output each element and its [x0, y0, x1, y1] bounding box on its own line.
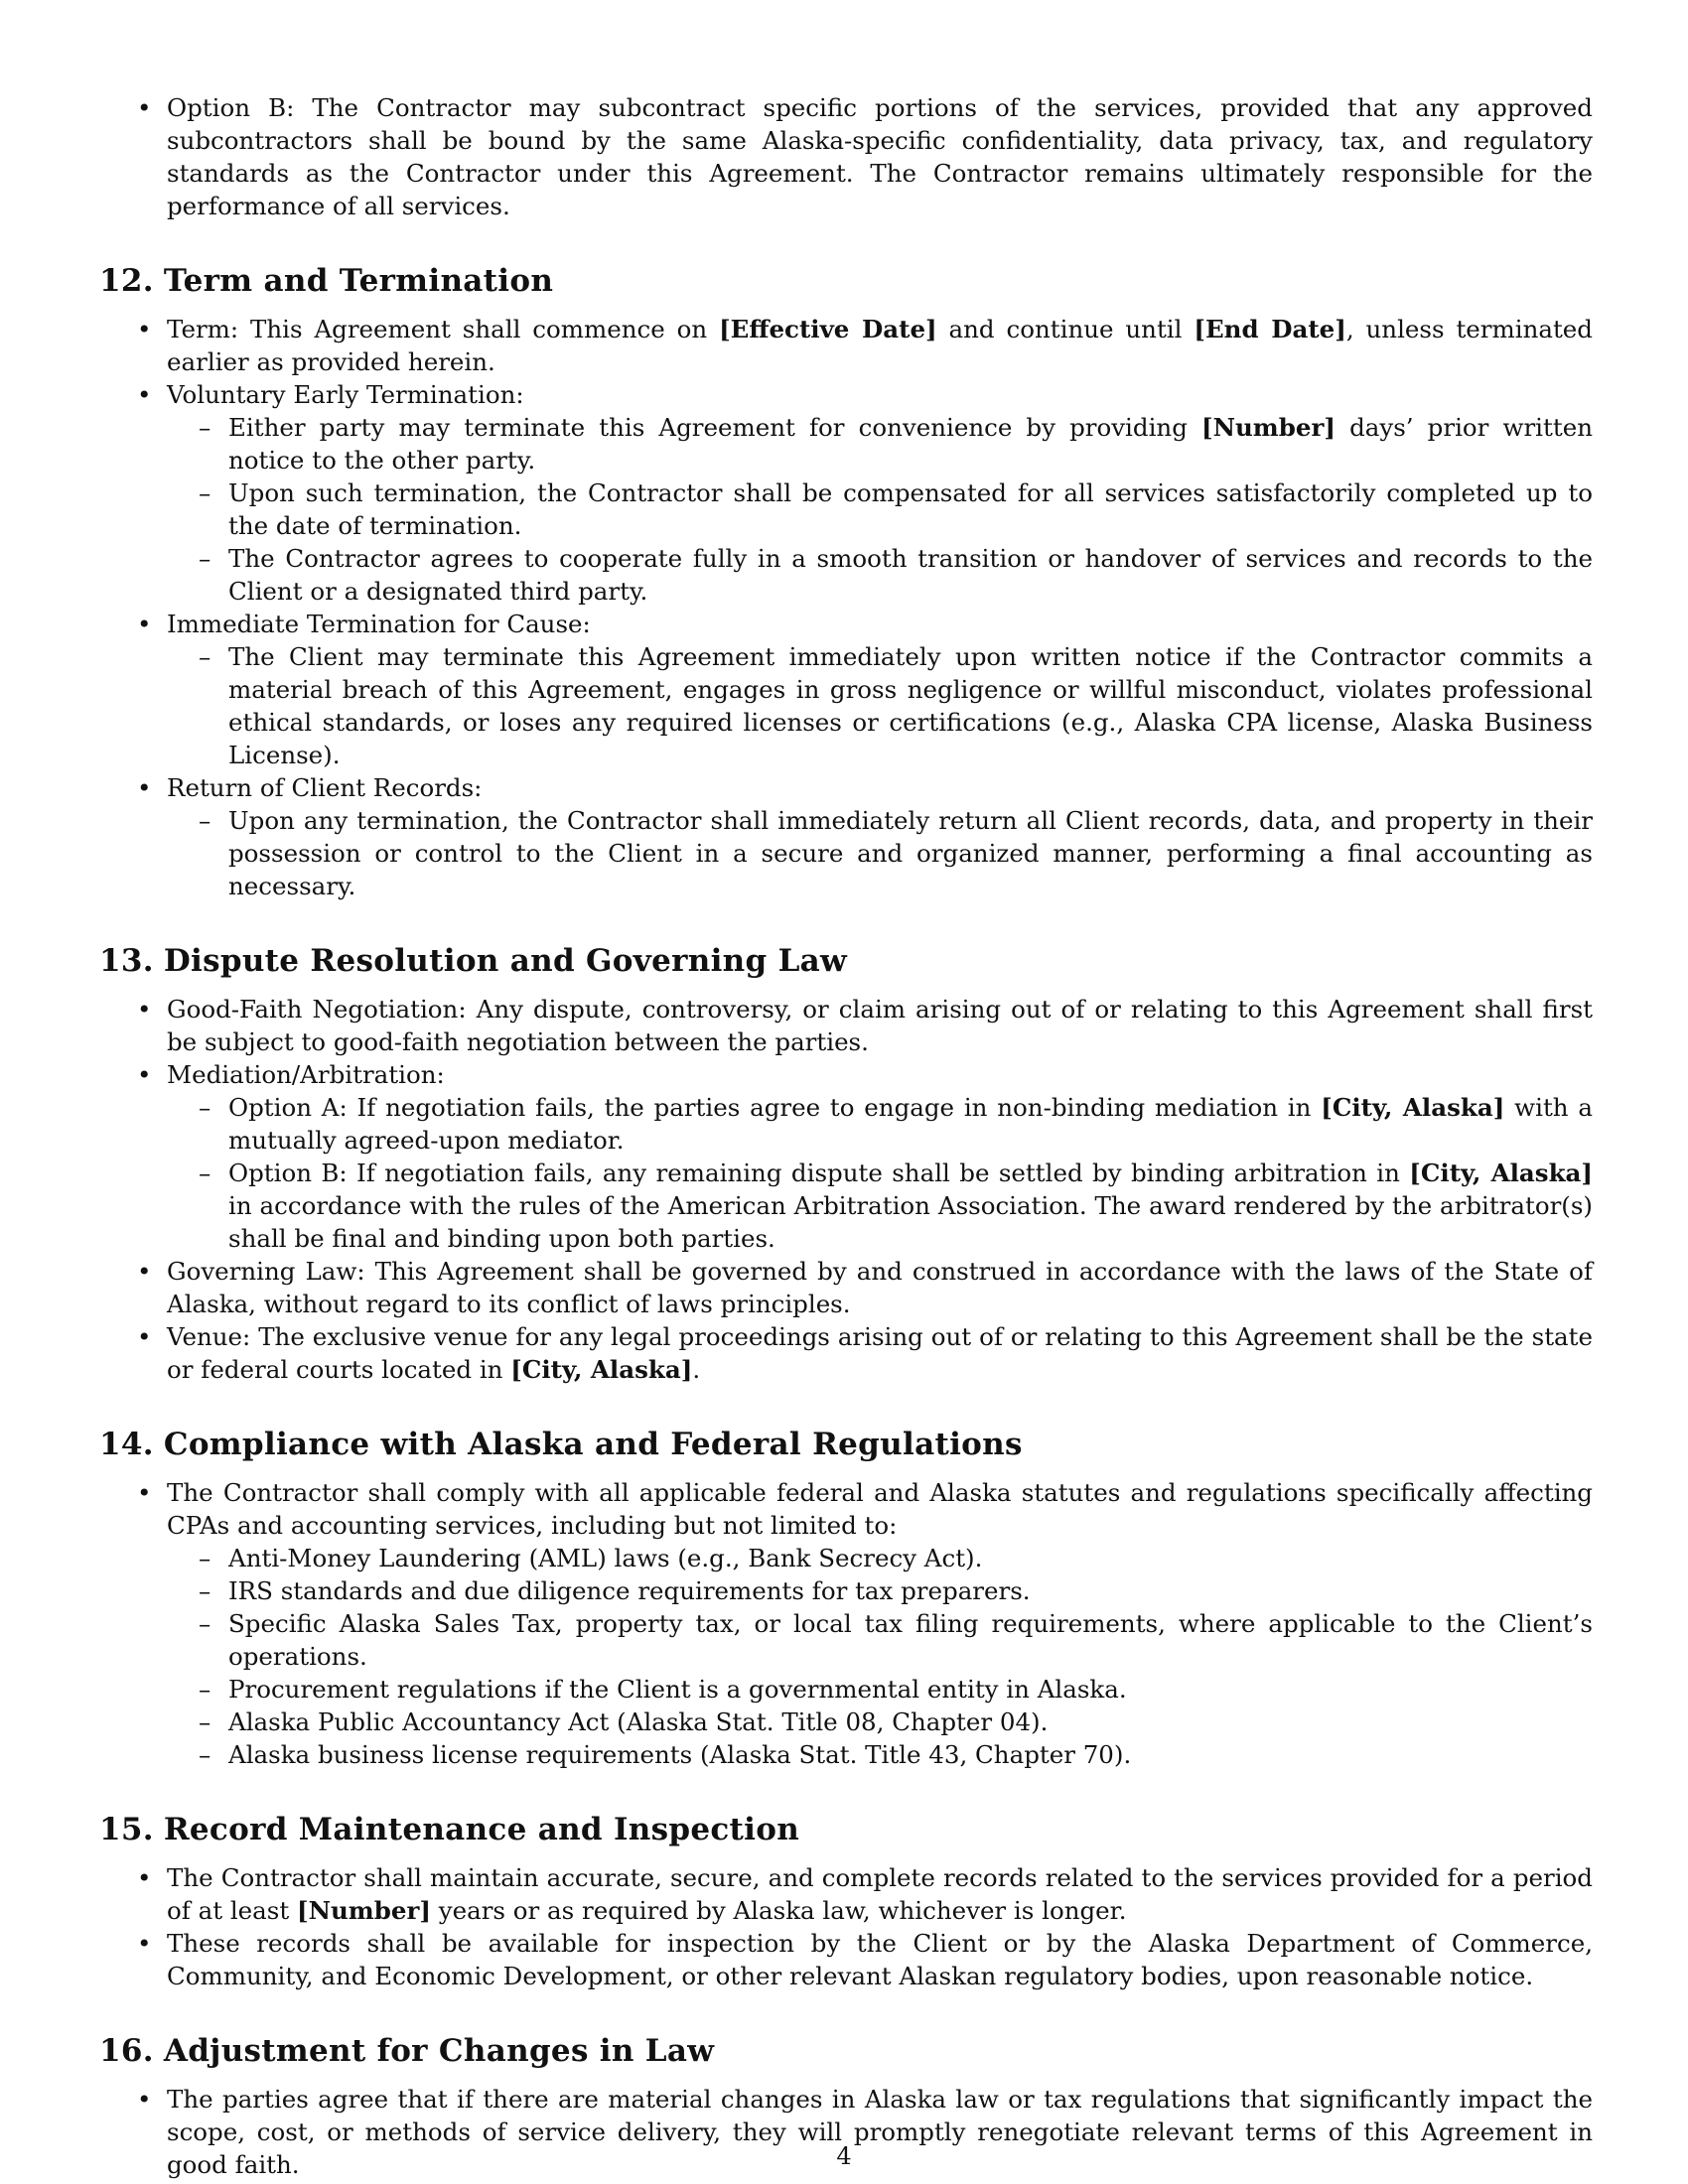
- section-16-heading: 16. Adjustment for Changes in Law: [99, 2033, 715, 2069]
- sublist-item: – Option B: If negotiation fails, any remaining dispute shall be settled by binding arbitration in [City, Alaska] in accordance with the rules of the American Arbitration Association. The award rendered by the arbitrator(s) shall be final and binding upon both parties.: [167, 1157, 1593, 1255]
- sublist: [167, 804, 1593, 902]
- list-item: • These records shall be available for inspection by the Client or by the Alaska Department of Commerce, Community, and Economic Development, or other relevant Alaskan regulatory bodies, upon reasonable notice.: [99, 1927, 1593, 1992]
- sublist: [167, 1091, 1593, 1255]
- list-item: • Immediate Termination for Cause: – The Client may terminate this Agreement immediately upon written notice if the Contractor commits a material breach of this Agreement, engages in gross negligence or willful misconduct, violates professional ethical standards, or loses any required licenses or certifications (e.g., Alaska CPA license, Alaska Business License).: [99, 608, 1593, 771]
- sublist-item: – Anti-Money Laundering (AML) laws (e.g., Bank Secrecy Act).: [167, 1542, 1593, 1574]
- list-item: • The Contractor shall maintain accurate, secure, and complete records related to the services provided for a period of at least [Number] years or as required by Alaska law, whichever is longer.: [99, 1861, 1593, 1927]
- sublist: [167, 640, 1593, 771]
- placeholder-number: [Number]: [297, 1896, 431, 1925]
- sublist-item: – Specific Alaska Sales Tax, property tax, or local tax filing requirements, where applicable to the Client’s operations.: [167, 1607, 1593, 1673]
- section-12-heading: 12. Term and Termination: [99, 263, 554, 299]
- sublist-item: – Either party may terminate this Agreement for convenience by providing [Number] days’ prior written notice to the other party.: [167, 411, 1593, 477]
- section-14-heading: 14. Compliance with Alaska and Federal Regulations: [99, 1427, 1023, 1462]
- sublist-item: – IRS standards and due diligence requirements for tax preparers.: [167, 1574, 1593, 1607]
- sublist-item: – Procurement regulations if the Client is a governmental entity in Alaska.: [167, 1673, 1593, 1706]
- list-item: • Voluntary Early Termination: – Either party may terminate this Agreement for convenience by providing [Number] days’ prior written notice to the other party. – Upon such termination, the Contractor shall be compensated for all services satisfactorily completed up to the date of termination. – The Contractor agrees to cooperate fully in a smooth transition or handover of services and records to the Client or a designated third party.: [99, 378, 1593, 608]
- section-13-heading: 13. Dispute Resolution and Governing Law: [99, 943, 848, 979]
- list-item: • Return of Client Records: – Upon any termination, the Contractor shall immediately return all Client records, data, and property in their possession or control to the Client in a secure and organized manner, performing a final accounting as necessary.: [99, 771, 1593, 902]
- placeholder-city: [City, Alaska]: [510, 1355, 693, 1384]
- placeholder-city: [City, Alaska]: [1321, 1093, 1505, 1122]
- section-14-list: [99, 1476, 1593, 1771]
- list-item: • Term: This Agreement shall commence on [Effective Date] and continue until [End Date], unless terminated earlier as provided herein.: [99, 313, 1593, 378]
- sublist-item: – Upon such termination, the Contractor shall be compensated for all services satisfactorily completed up to the date of termination.: [167, 477, 1593, 542]
- intro-list: [99, 91, 1593, 222]
- placeholder-city: [City, Alaska]: [1409, 1159, 1594, 1187]
- sublist-item: – The Client may terminate this Agreement immediately upon written notice if the Contractor commits a material breach of this Agreement, engages in gross negligence or willful misconduct, violates professional ethical standards, or loses any required licenses or certifications (e.g., Alaska CPA license, Alaska Business License).: [167, 640, 1593, 771]
- sublist: [167, 411, 1593, 608]
- placeholder-number: [Number]: [1201, 413, 1336, 442]
- sublist-item: – Alaska business license requirements (Alaska Stat. Title 43, Chapter 70).: [167, 1738, 1593, 1771]
- list-item: • Good-Faith Negotiation: Any dispute, controversy, or claim arising out of or relating to this Agreement shall first be subject to good-faith negotiation between the parties.: [99, 993, 1593, 1058]
- section-15-heading: 15. Record Maintenance and Inspection: [99, 1812, 800, 1847]
- sublist-item: – The Contractor agrees to cooperate fully in a smooth transition or handover of services and records to the Client or a designated third party.: [167, 542, 1593, 608]
- list-item: • The parties agree that if there are material changes in Alaska law or tax regulations that significantly impact the scope, cost, or methods of service delivery, they will promptly renegotiate relevant terms of this Agreement in good faith.: [99, 2083, 1593, 2181]
- list-item: • Mediation/Arbitration: – Option A: If negotiation fails, the parties agree to engage in non-binding mediation in [City, Alaska] with a mutually agreed-upon mediator. – Option B: If negotiation fails, any remaining dispute shall be settled by binding arbitration in [City, Alaska] in accordance with the rules of the American Arbitration Association. The award rendered by the arbitrator(s) shall be final and binding upon both parties.: [99, 1058, 1593, 1255]
- placeholder-end-date: [End Date]: [1194, 315, 1346, 343]
- sublist-item: – Upon any termination, the Contractor shall immediately return all Client records, data, and property in their possession or control to the Client in a secure and organized manner, performing a final accounting as necessary.: [167, 804, 1593, 902]
- list-item: • Governing Law: This Agreement shall be governed by and construed in accordance with the laws of the State of Alaska, without regard to its conflict of laws principles.: [99, 1255, 1593, 1320]
- list-item: • Venue: The exclusive venue for any legal proceedings arising out of or relating to this Agreement shall be the state or federal courts located in [City, Alaska].: [99, 1320, 1593, 1386]
- placeholder-effective-date: [Effective Date]: [719, 315, 937, 343]
- section-13-list: [99, 993, 1593, 1386]
- page-number: 4: [836, 2142, 852, 2170]
- section-12-list: [99, 313, 1593, 902]
- sublist: [167, 1542, 1593, 1771]
- list-item: • The Contractor shall comply with all applicable federal and Alaska statutes and regulations specifically affecting CPAs and accounting services, including but not limited to: – Anti-Money Laundering (AML) laws (e.g., Bank Secrecy Act). – IRS standards and due diligence requirements for tax preparers. – Specific Alaska Sales Tax, property tax, or local tax filing requirements, where applicable to the Client’s operations. – Procurement regulations if the Client is a governmental entity in Alaska. – Alaska Public Accountancy Act (Alaska Stat. Title 08, Chapter 04). – Alaska business license requirements (Alaska Stat. Title 43, Chapter 70).: [99, 1476, 1593, 1771]
- list-item: • Option B: The Contractor may subcontract specific portions of the services, provided that any approved subcontractors shall be bound by the same Alaska-specific confidentiality, data privacy, tax, and regulatory standards as the Contractor under this Agreement. The Contractor remains ultimately responsible for the performance of all services.: [99, 91, 1593, 222]
- page-content: [99, 91, 1593, 2181]
- sublist-item: – Option A: If negotiation fails, the parties agree to engage in non-binding mediation in [City, Alaska] with a mutually agreed-upon mediator.: [167, 1091, 1593, 1157]
- sublist-item: – Alaska Public Accountancy Act (Alaska Stat. Title 08, Chapter 04).: [167, 1706, 1593, 1738]
- section-15-list: [99, 1861, 1593, 1992]
